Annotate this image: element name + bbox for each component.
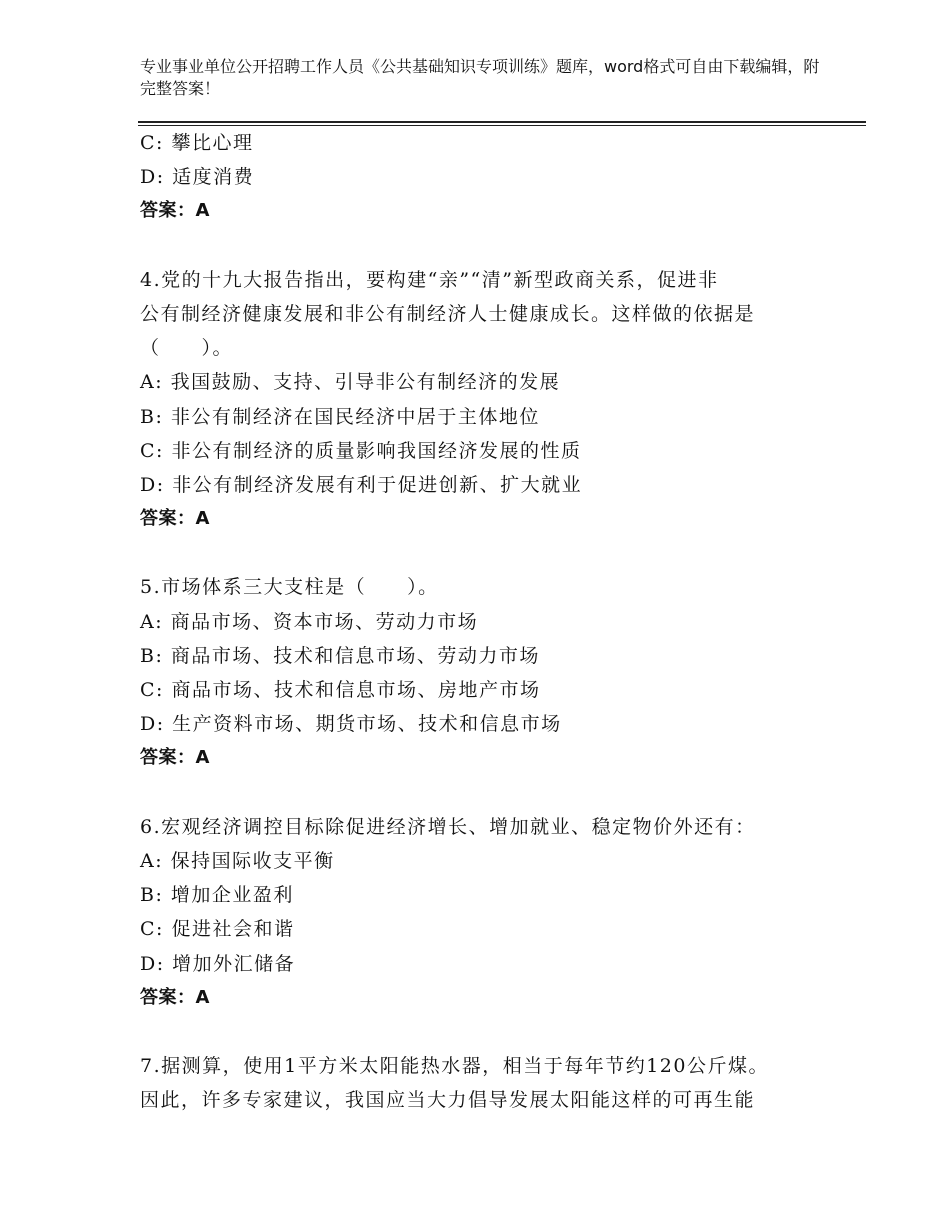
option-line: C: 非公有制经济的质量影响我国经济发展的性质 <box>140 439 582 462</box>
question-list <box>140 126 840 1117</box>
answer-line: 答案：A <box>140 747 210 769</box>
spacer <box>140 536 840 570</box>
question-text-line: 4.党的十九大报告指出，要构建“亲”“清”新型政商关系，促进非 <box>140 268 719 291</box>
option-line: A: 保持国际收支平衡 <box>140 849 335 872</box>
option-line: C: 攀比心理 <box>140 132 254 154</box>
option-line: D: 适度消费 <box>140 166 255 189</box>
spacer <box>140 1015 840 1049</box>
question-text-line: 6.宏观经济调控目标除促进经济增长、增加就业、稳定物价外还有： <box>140 815 756 838</box>
answer-line: 答案：A <box>140 986 210 1008</box>
option-line: D: 生产资料市场、期货市场、技术和信息市场 <box>140 713 562 736</box>
header-rule-thick <box>138 121 866 123</box>
option-line: B: 商品市场、技术和信息市场、劳动力市场 <box>140 644 540 667</box>
option-line: D: 非公有制经济发展有利于促进创新、扩大就业 <box>140 473 583 496</box>
option-line: A: 我国鼓励、支持、引导非公有制经济的发展 <box>140 371 561 394</box>
option-line: B: 增加企业盈利 <box>140 884 294 907</box>
question-text-line: （ ）。 <box>140 337 234 360</box>
option-line: B: 非公有制经济在国民经济中居于主体地位 <box>140 405 540 428</box>
question-text-line: 7.据测算，使用1平方米太阳能热水器，相当于每年节约120公斤煤。 <box>140 1055 769 1078</box>
option-line: C: 促进社会和谐 <box>140 918 295 941</box>
question-text-line: 公有制经济健康发展和非公有制经济人士健康成长。这样做的依据是 <box>140 302 756 325</box>
option-line: C: 商品市场、技术和信息市场、房地产市场 <box>140 679 541 701</box>
page-header: 专业事业单位公开招聘工作人员《公共基础知识专项训练》题库，word格式可自由下载编辑，附完整答案！ <box>140 57 820 98</box>
spacer <box>140 776 840 810</box>
answer-line: 答案：A <box>140 200 210 222</box>
question-text-line: 5.市场体系三大支柱是（ ）。 <box>140 576 439 599</box>
option-line: D: 增加外汇储备 <box>140 952 296 975</box>
spacer <box>140 229 840 263</box>
answer-line: 答案：A <box>140 508 210 530</box>
option-line: A: 商品市场、资本市场、劳动力市场 <box>140 610 479 633</box>
question-text-line: 因此，许多专家建议，我国应当大力倡导发展太阳能这样的可再生能 <box>140 1089 756 1112</box>
